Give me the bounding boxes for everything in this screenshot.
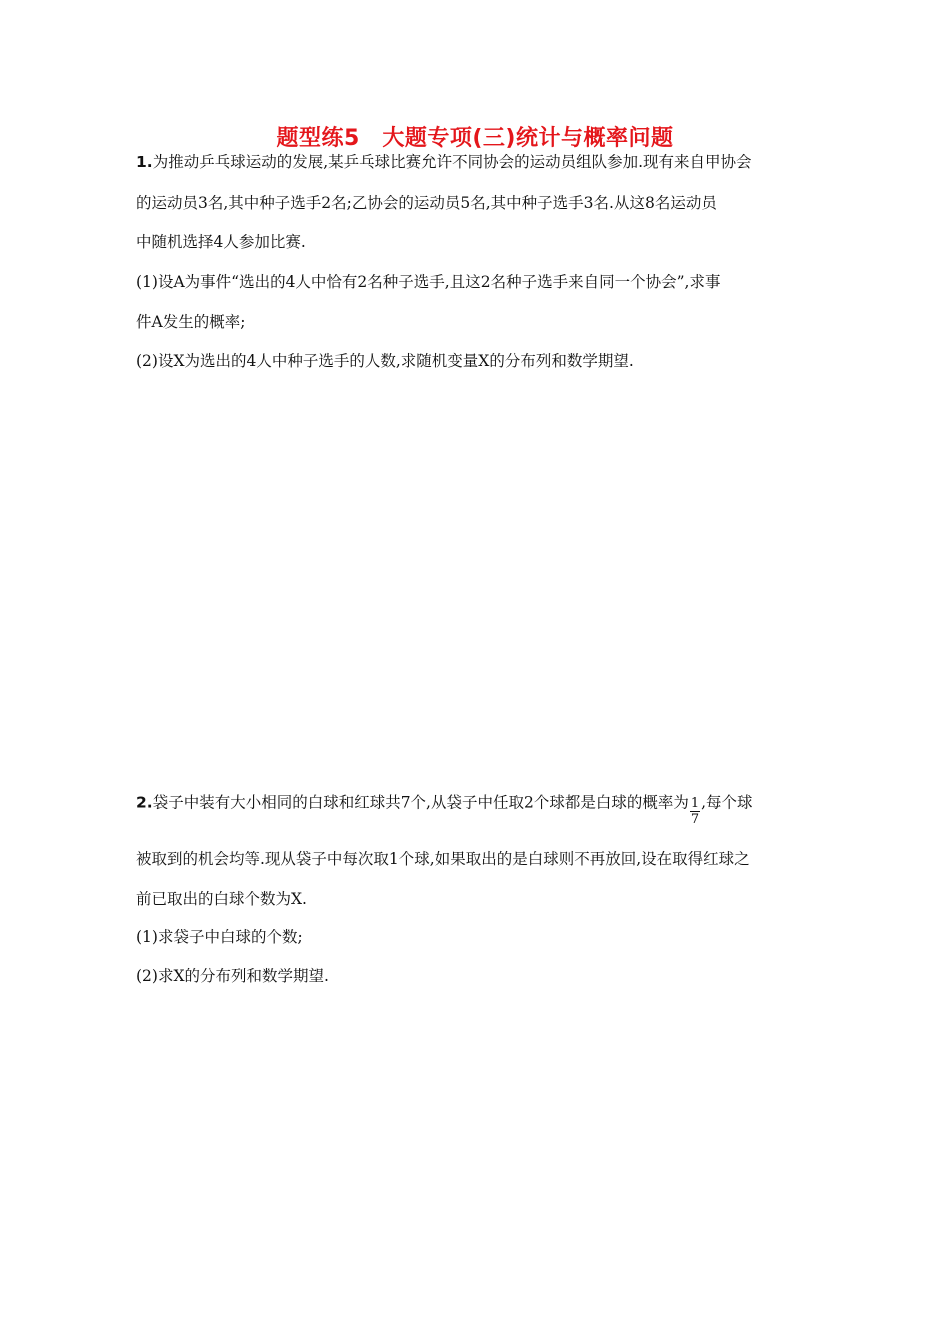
q2-text-1b: ,每个球 [701,793,753,812]
q2-line-3: 前已取出的白球个数为X. [136,890,307,908]
page-title: 题型练5 大题专项(三)统计与概率问题 [276,126,674,151]
q1-number: 1. [136,153,153,171]
q1-part1-line-2: 件A发生的概率; [136,313,246,331]
q2-line-2: 被取到的机会均等.现从袋子中每次取1个球,如果取出的是白球则不再放回,设在取得红球之 [136,850,750,868]
q2-part1: (1)求袋子中白球的个数; [136,928,303,946]
q1-part2: (2)设X为选出的4人中种子选手的人数,求随机变量X的分布列和数学期望. [136,352,634,370]
q1-line-2: 的运动员3名,其中种子选手2名;乙协会的运动员5名,其中种子选手3名.从这8名运动员 [136,194,717,212]
q2-part2: (2)求X的分布列和数学期望. [136,967,329,985]
q2-text-1a: 袋子中装有大小相同的白球和红球共7个,从袋子中任取2个球都是白球的概率为 [152,793,689,812]
q2-number: 2. [136,793,153,812]
probability-fraction [690,796,700,827]
q1-line-1 [136,152,752,172]
q1-line-3: 中随机选择4人参加比赛. [136,233,306,251]
q1-part1-line-1: (1)设A为事件“选出的4人中恰有2名种子选手,且这2名种子选手来自同一个协会”,求事 [136,273,721,291]
fraction-denominator: 7 [690,812,700,827]
q1-text-1: 为推动乒乓球运动的发展,某乒乓球比赛允许不同协会的运动员组队参加.现有来自甲协会 [152,153,752,171]
fraction-numerator: 1 [690,796,700,811]
q2-line-1 [136,788,753,827]
